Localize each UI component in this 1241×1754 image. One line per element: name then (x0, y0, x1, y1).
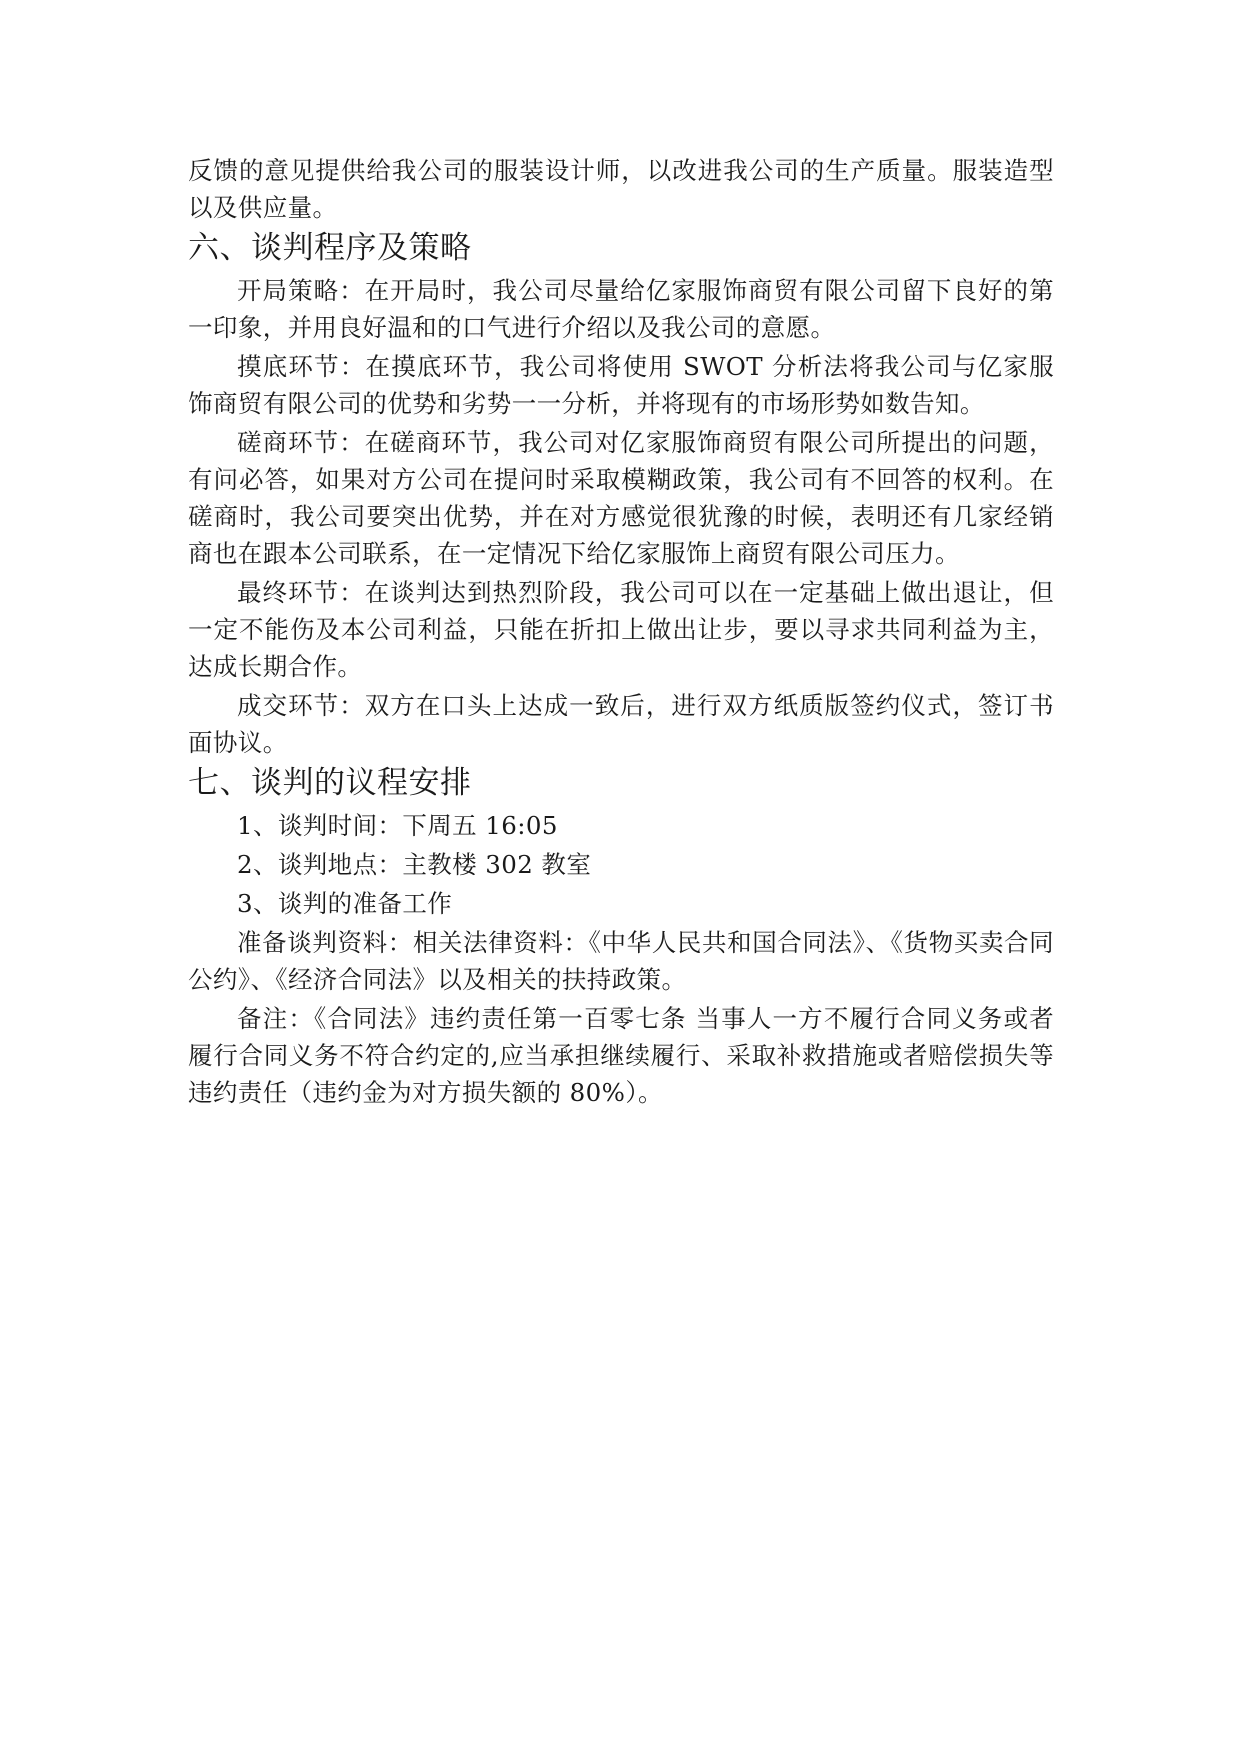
probing-stage-paragraph: 摸底环节：在摸底环节，我公司将使用 SWOT 分析法将我公司与亿家服饰商贸有限公司的优势和劣势一一分析，并将现有的市场形势如数告知。 (188, 352, 1054, 418)
agenda-item-preparation: 3、谈判的准备工作 (237, 889, 453, 918)
preparation-materials-paragraph: 准备谈判资料：相关法律资料：《中华人民共和国合同法》、《货物买卖合同公约》、《经济合同法》以及相关的扶持政策。 (188, 928, 1054, 994)
agenda-item-time: 1、谈判时间：下周五 16:05 (237, 811, 558, 840)
final-stage-paragraph: 最终环节：在谈判达到热烈阶段，我公司可以在一定基础上做出退让，但一定不能伤及本公司利益，只能在折扣上做出让步，要以寻求共同利益为主，达成长期合作。 (188, 578, 1054, 681)
remarks-paragraph: 备注：《合同法》违约责任第一百零七条 当事人一方不履行合同义务或者履行合同义务不符合约定的,应当承担继续履行、采取补救措施或者赔偿损失等违约责任（违约金为对方损失额的 80%）。 (188, 1004, 1054, 1107)
section-6-title: 六、谈判程序及策略 (188, 230, 472, 266)
agenda-item-location: 2、谈判地点：主教楼 302 教室 (237, 850, 592, 879)
document-page (188, 152, 1054, 1113)
closing-stage-paragraph: 成交环节：双方在口头上达成一致后，进行双方纸质版签约仪式，签订书面协议。 (188, 691, 1054, 757)
section-7-title: 七、谈判的议程安排 (188, 765, 472, 801)
intro-paragraph: 反馈的意见提供给我公司的服装设计师，以改进我公司的生产质量。服装造型以及供应量。 (188, 156, 1054, 222)
opening-strategy-paragraph: 开局策略：在开局时，我公司尽量给亿家服饰商贸有限公司留下良好的第一印象，并用良好温和的口气进行介绍以及我公司的意愿。 (188, 276, 1054, 342)
negotiation-stage-paragraph: 磋商环节：在磋商环节，我公司对亿家服饰商贸有限公司所提出的问题，有问必答，如果对方公司在提问时采取模糊政策，我公司有不回答的权利。在磋商时，我公司要突出优势，并在对方感觉很犹豫的时候，表明还有几家经销商也在跟本公司联系，在一定情况下给亿家服饰上商贸有限公司压力。 (188, 428, 1054, 568)
